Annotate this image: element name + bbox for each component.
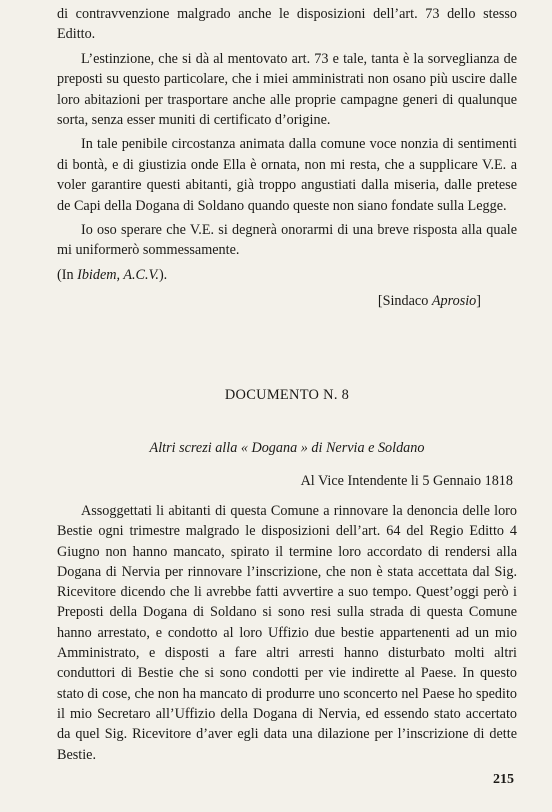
continuation-text bbox=[57, 4, 517, 312]
document-heading: DOCUMENTO N. 8 bbox=[224, 387, 350, 403]
letter-body bbox=[57, 501, 517, 765]
citation: (In Ibidem, A.C.V.). bbox=[57, 266, 168, 283]
letter-address: Al Vice Intendente li 5 Gennaio 1818 bbox=[300, 473, 513, 489]
paragraph-letter: Assoggettati li abitanti di questa Comune a rinnovare la denoncia delle loro Bestie ogni trimestre malgrado le disposizioni dell’art. 64 del Regio Editto 4 Giugno non hanno mancato, spirato il termine loro accordato di rendersi alla Dogana di Nervia per rinnovare l’inscrizione, che non è stata accettata dal Sig. Ricevitore dicendo che li avrebbe fatti avvertire a suo tempo. Quest’oggi però i Preposti della Dogana di Soldano si sono resi sulla strada di questa Comune hanno arrestato, e condotto al loro Uffizio due bestie appartenenti ad un mio Amministrato, e disposti a fare altri arresti hanno disturbato molti altri conduttori di Bestie che si sono condotti per vie indirette al Paese. In questo stato di cose, che non ha mancato di produrre uno sconcerto nel Paese ho spedito il mio Secretaro all’Uffizio della Dogana di Nervia, ed essendo stato accertato da quel Sig. Ricevitore d’aver egli data una dilazione per l’inscrizione di dette Bestie. bbox=[57, 503, 517, 763]
paragraph-continuation: di contravvenzione malgrado anche le disposizioni dell’art. 73 dello stesso Editto. bbox=[57, 6, 517, 43]
document-subtitle: Altri screzi alla « Dogana » di Nervia e Soldano bbox=[149, 440, 425, 456]
paragraph-circostanza: In tale penibile circostanza animata dalla comune voce nonzia di sentimenti di bontà, e di giustizia onde Ella è ornata, non mi resta, che a supplicare V.E. a voler garantire questi abitanti, già troppo angustiati dalla miseria, dalle pretese de Capi della Dogana di Soldano quando queste non siano fondate sulla Legge. bbox=[57, 136, 517, 214]
page-number: 215 bbox=[493, 772, 514, 787]
signature: [Sindaco Aprosio] bbox=[377, 293, 481, 310]
paragraph-risposta: Io oso sperare che V.E. si degnerà onorarmi di una breve risposta alla quale mi uniformerò sommessamente. bbox=[57, 222, 517, 259]
paragraph-estinzione: L’estinzione, che si dà al mentovato art. 73 e tale, tanta è la sorveglianza de preposti su questo particolare, che i miei amministrati non osano più uscire dalle loro abitazioni per trasportare anche alle proprie campagne generi di qualunque sorta, senza esser muniti di certificato d’origine. bbox=[57, 50, 517, 129]
